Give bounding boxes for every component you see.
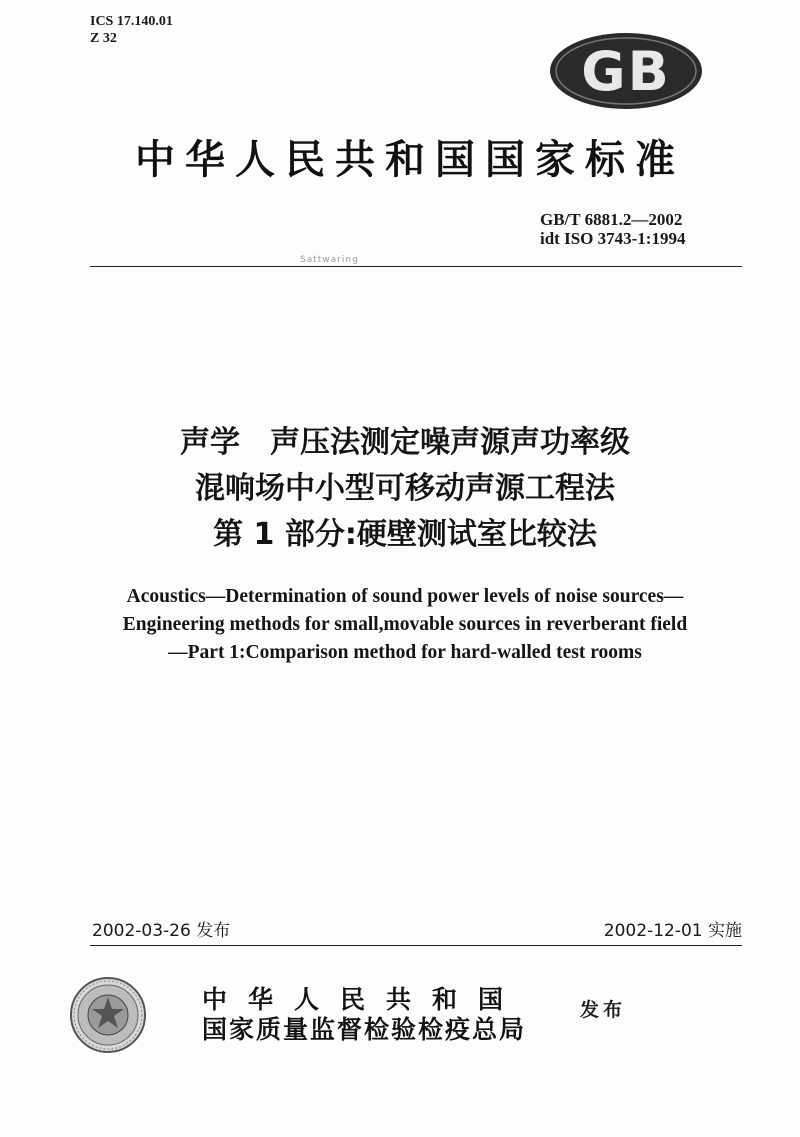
issue-date: 2002-03-26 发布 <box>92 921 231 941</box>
standard-codes <box>540 210 740 248</box>
issuing-authority <box>202 985 526 1045</box>
chinese-title <box>60 420 750 558</box>
implementation-date: 2002-12-01 实施 <box>603 921 742 941</box>
en-title-line-2: Engineering methods for small,movable sources in reverberant field <box>122 614 688 635</box>
bottom-rule <box>90 945 742 946</box>
ics-code: ICS 17.140.01 <box>90 14 173 29</box>
classification-codes <box>90 13 173 47</box>
cn-title-line-3: 第 1 部分:硬壁测试室比较法 <box>213 517 597 552</box>
gb-logo <box>548 30 704 112</box>
top-rule <box>90 266 742 267</box>
ccs-code: Z 32 <box>90 31 117 46</box>
faint-stamp: Sattwaring <box>300 255 359 265</box>
iso-equivalence: idt ISO 3743-1:1994 <box>540 229 686 248</box>
publish-label: 发布 <box>580 999 627 1021</box>
issuer-line-2: 国家质量监督检验检疫总局 <box>202 1015 527 1044</box>
cn-title-line-2: 混响场中小型可移动声源工程法 <box>195 471 615 506</box>
issuer-line-1: 中华人民共和国 <box>202 985 525 1014</box>
cn-title-line-1: 声学 声压法测定噪声源声功率级 <box>180 425 630 460</box>
emblem-seal-icon <box>68 975 148 1055</box>
en-title-line-1: Acoustics—Determination of sound power levels of noise sources— <box>126 586 684 607</box>
svg-text:GB: GB <box>581 40 671 103</box>
en-title-line-3: —Part 1:Comparison method for hard-walled test rooms <box>168 642 642 663</box>
standard-number: GB/T 6881.2—2002 <box>540 210 683 229</box>
english-title <box>60 583 750 667</box>
main-title: 中华人民共和国国家标准 <box>135 137 685 183</box>
